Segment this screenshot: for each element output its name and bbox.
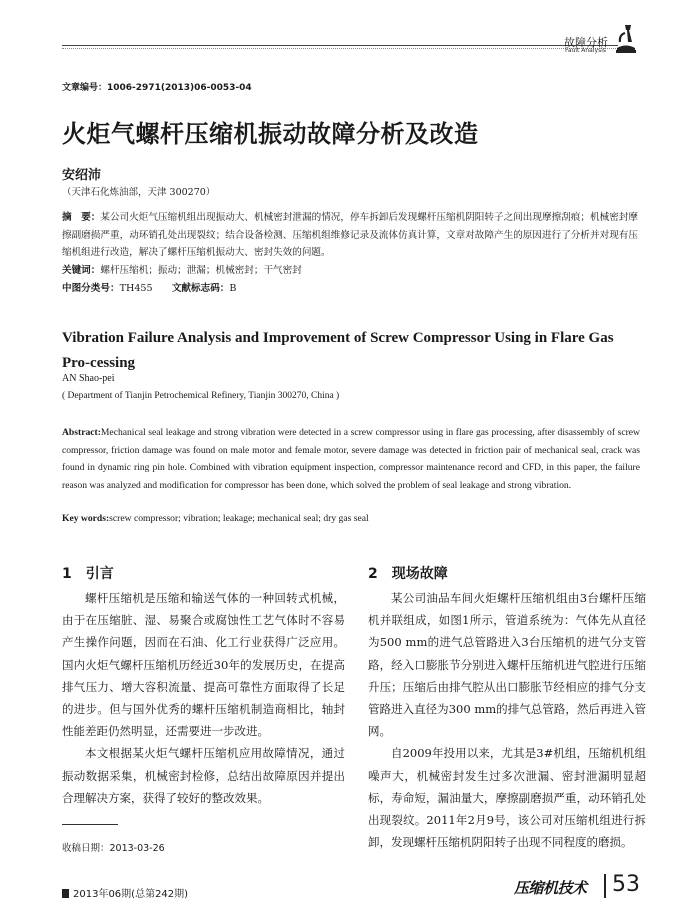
- section-body-field-fault: [368, 587, 646, 853]
- abstract-chinese: [62, 209, 638, 262]
- affiliation-chinese: （天津石化炼油部，天津 300270）: [62, 187, 216, 198]
- header-section-title-en: Fault Analysis: [564, 47, 606, 54]
- affiliation-english: ( Department of Tianjin Petrochemical Refinery, Tianjin 300270, China ): [62, 391, 340, 401]
- keywords-label-en: Key words:: [62, 513, 110, 524]
- doc-code-label: 文献标志码：: [171, 283, 230, 294]
- header-rule: [62, 45, 618, 46]
- paragraph: 某公司油品车间火炬螺杆压缩机组由3台螺杆压缩机并联组成，如图1所示，管道系统为：气体先从直径为500 mm的进气总管路进入3台压缩机的进气分支管路，经入口膨胀节分别进入螺杆压缩机进气腔进行压缩升压；压缩后由排气腔从出口膨胀节经相应的排气分支管路进入直径为300 mm的排气总管路，然后再进入管网。: [368, 591, 646, 739]
- author-chinese: 安绍沛: [62, 168, 102, 183]
- keywords-text-cn: 螺杆压缩机；振动；泄漏；机械密封；干气密封: [100, 265, 302, 276]
- keywords-label-cn: 关键词：: [62, 265, 101, 276]
- footer-issue: [62, 885, 188, 900]
- paragraph: 自2009年投用以来，尤其是3#机组，压缩机机组噪声大，机械密封发生过多次泄漏、密封泄漏明显超标，寿命短，漏油量大，摩擦副磨损严重，动环销孔处出现裂纹。2011年2月9号，该公司对压缩机组进行拆卸，发现螺杆压缩机阴阳转子出现不同程度的磨损。: [368, 746, 646, 850]
- title-chinese: 火炬气螺杆压缩机振动故障分析及改造: [62, 119, 479, 148]
- footer-issue-text: 2013年06期(总第242期): [73, 889, 189, 900]
- clc-value: TH455: [119, 283, 153, 294]
- abstract-label-cn: 摘 要：: [62, 212, 101, 223]
- doc-code-value: B: [229, 283, 237, 294]
- keywords-text-en: screw compressor; vibration; leakage; mechanical seal; dry gas seal: [109, 513, 369, 524]
- journal-brand-logo: 压缩机技术: [514, 879, 587, 897]
- microscope-icon: [611, 22, 641, 56]
- paragraph: 螺杆压缩机是压缩和输送气体的一种回转式机械，由于在压缩脏、湿、易聚合或腐蚀性工艺气体时不容易产生操作问题，因而在石油、化工行业获得广泛应用。国内火炬气螺杆压缩机历经近30年的发展历史，在提高排气压力、增大容积流量、提高可靠性方面取得了长足的进步。但与国外优秀的螺杆压缩机制造商相比，轴封性能差距仍然明显，还需要进一步改进。: [62, 591, 345, 739]
- page-number: 53: [612, 872, 640, 897]
- header-section-title: 故障分析: [564, 36, 608, 49]
- abstract-text-cn: 某公司火炬气压缩机组出现振动大、机械密封泄漏的情况，停车拆卸后发现螺杆压缩机阴阳转子之间出现摩擦刮痕；机械密封摩擦副磨损严重，动环销孔处出现裂纹；结合设备检测、压缩机组维修记录及流体仿真计算，文章对故障产生的原因进行了分析并对现有压缩机组进行改造，解决了螺杆压缩机振动大、密封失效的问题。: [62, 212, 639, 259]
- keywords-english: [62, 513, 369, 524]
- abstract-label-en: Abstract:: [62, 427, 101, 438]
- clc-label: 中图分类号：: [62, 283, 120, 294]
- paragraph: 本文根据某火炬气螺杆压缩机应用故障情况，通过振动数据采集，机械密封检修，总结出故障原因并提出合理解决方案，获得了较好的整改效果。: [62, 746, 345, 805]
- article-number: 文章编号：1006-2971(2013)06-0053-04: [62, 83, 252, 93]
- footer-divider: [604, 874, 606, 898]
- footnote-rule: [62, 824, 118, 825]
- keywords-chinese: [62, 262, 302, 276]
- abstract-english: [62, 424, 640, 495]
- abstract-text-en: Mechanical seal leakage and strong vibration were detected in a screw compressor using in flare gas processing, after disassembly of screw compressor, friction damage was found on male motor and female motor, severe damage was detected in friction pair of mechanical seal, crack was found in dynamic ring pin hole. Combined with vibration equipment inspection, compressor maintenance record and CFD, in this paper, the failure reason was analyzed and modification for compressor has been done, which solved the problem of seal leakage and strong vibration.: [62, 427, 640, 492]
- title-english: Vibration Failure Analysis and Improvement of Screw Compressor Using in Flare Gas Pro-cessing: [62, 330, 614, 371]
- received-date: 收稿日期：2013-03-26: [62, 843, 165, 854]
- square-bullet-icon: [62, 889, 69, 898]
- section-heading-introduction: 1 引言: [62, 566, 114, 582]
- section-heading-field-fault: 2 现场故障: [368, 566, 448, 582]
- classification-line: [62, 280, 236, 294]
- author-english: AN Shao-pei: [62, 373, 115, 384]
- section-body-introduction: [62, 587, 345, 809]
- header-rule-dotted: [62, 48, 618, 49]
